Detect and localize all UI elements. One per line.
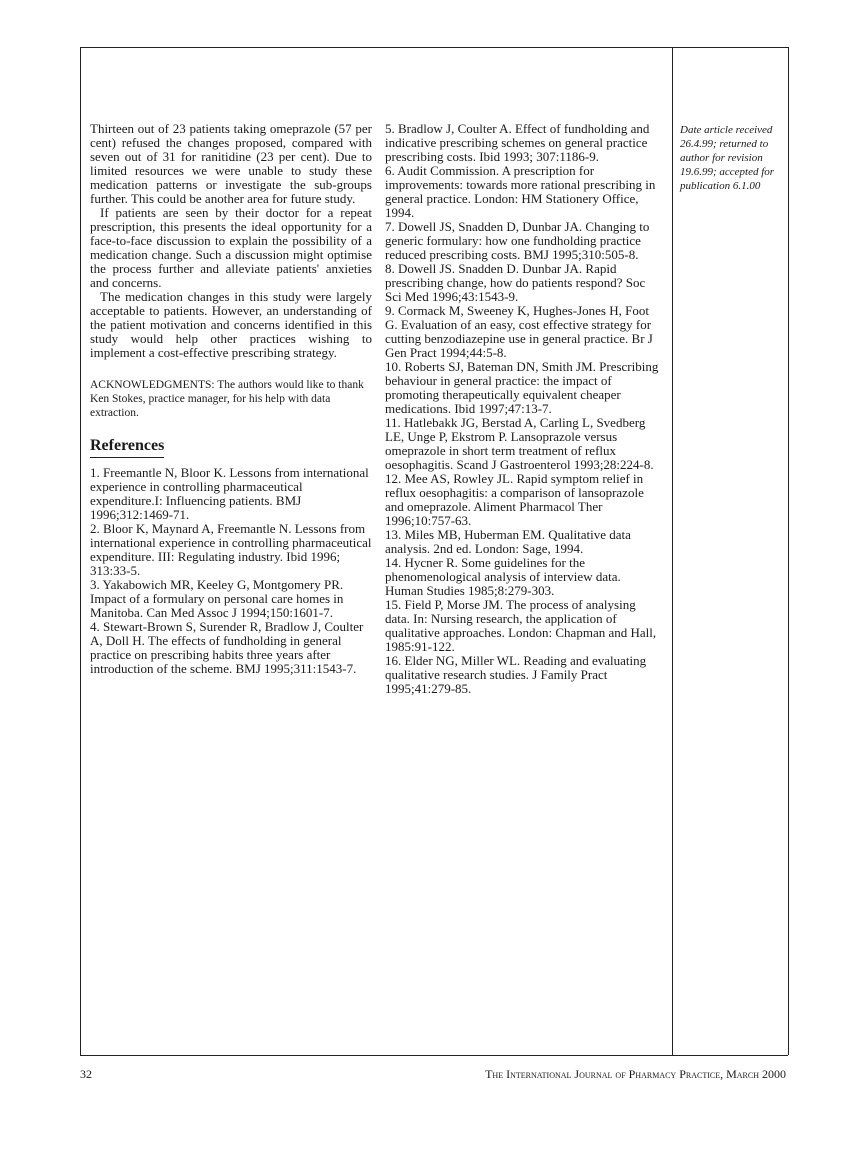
page-number: 32 [80, 1067, 92, 1081]
acknowledgments: ACKNOWLEDGMENTS: The authors would like to thank Ken Stokes, practice manager, for his help with data extraction. [90, 379, 364, 419]
reference-item: 4. Stewart-Brown S, Surender R, Bradlow J, Coulter A, Doll H. The effects of fundholding in general practice on prescribing habits three years after introduction of the scheme. BMJ 1995;311:1543-7. [90, 619, 364, 676]
body-paragraph: The medication changes in this study were largely acceptable to patients. However, an understanding of the patient motivation and concerns identified in this study would help other practices wishing to implement a cost-effective prescribing strategy. [90, 289, 372, 360]
references-list-left [90, 466, 372, 676]
body-paragraph: If patients are seen by their doctor for a repeat prescription, this presents the ideal opportunity for a face-to-face discussion to explain the possibility of a medication change. Such a discussion might optimise the process further and alleviate patients' anxieties and concerns. [90, 205, 372, 290]
reference-item: 6. Audit Commission. A prescription for improvements: towards more rational prescribing in general practice. London: HM Stationery Office, 1994. [385, 163, 656, 220]
reference-item: 1. Freemantle N, Bloor K. Lessons from international experience in controlling pharmaceutical expenditure.I: Influencing patients. BMJ 1996;312:1469-71. [90, 465, 369, 522]
page-frame-bottom-rule [80, 1055, 788, 1056]
reference-item: 12. Mee AS, Rowley JL. Rapid symptom relief in reflux oesophagitis: a comparison of lansoprazole and omeprazole. Aliment Pharmacol Ther 1996;10:757-63. [385, 471, 644, 528]
reference-item: 14. Hycner R. Some guidelines for the phenomenological analysis of interview data. Human Studies 1985;8:279-303. [385, 555, 621, 598]
reference-item: 13. Miles MB, Huberman EM. Qualitative data analysis. 2nd ed. London: Sage, 1994. [385, 527, 631, 556]
reference-item: 15. Field P, Morse JM. The process of analysing data. In: Nursing research, the application of qualitative approaches. London: Chapman and Hall, 1985:91-122. [385, 597, 657, 654]
reference-item: 9. Cormack M, Sweeney K, Hughes-Jones H, Foot G. Evaluation of an easy, cost effective strategy for cutting benzodiazepine use in general practice. Br J Gen Pract 1994;44:5-8. [385, 303, 653, 360]
reference-item: 7. Dowell JS, Snadden D, Dunbar JA. Changing to generic formulary: how one fundholding practice reduced prescribing costs. BMJ 1995;310:505-8. [385, 219, 650, 262]
margin-note: Date article received 26.4.99; returned to author for revision 19.6.99; accepted for publication 6.1.00 [680, 124, 775, 192]
running-footer: The International Journal of Pharmacy Practice, March 2000 [485, 1067, 786, 1081]
references-list-middle [385, 122, 662, 696]
reference-item: 3. Yakabowich MR, Keeley G, Montgomery PR. Impact of a formulary on personal care homes in Manitoba. Can Med Assoc J 1994;150:1601-7. [90, 577, 344, 620]
left-column [90, 122, 372, 676]
page-frame-top-rule [80, 47, 788, 48]
page-frame-right-rule [788, 47, 789, 1055]
page-frame-left-rule [80, 47, 81, 1055]
reference-item: 10. Roberts SJ, Bateman DN, Smith JM. Prescribing behaviour in general practice: the impact of promoting therapeutically equivalent cheaper medications. Ibid 1997;47:13-7. [385, 359, 659, 416]
middle-column [385, 122, 662, 696]
reference-item: 2. Bloor K, Maynard A, Freemantle N. Lessons from international experience in controlling pharmaceutical expenditure. III: Regulating industry. Ibid 1996; 313:33-5. [90, 521, 372, 578]
reference-item: 8. Dowell JS. Snadden D. Dunbar JA. Rapid prescribing change, how do patients respond? Soc Sci Med 1996;43:1543-9. [385, 261, 646, 304]
references-heading: References [90, 437, 164, 458]
reference-item: 16. Elder NG, Miller WL. Reading and evaluating qualitative research studies. J Family Pract 1995;41:279-85. [385, 653, 647, 696]
reference-item: 11. Hatlebakk JG, Berstad A, Carling L, Svedberg LE, Unge P, Ekstrom P. Lansoprazole versus omeprazole in short term treatment of reflux oesophagitis. Scand J Gastroenterol 1993;28:224-8. [385, 415, 654, 472]
reference-item: 5. Bradlow J, Coulter A. Effect of fundholding and indicative prescribing schemes on general practice prescribing costs. Ibid 1993; 307:1186-9. [385, 121, 650, 164]
body-paragraph: Thirteen out of 23 patients taking omeprazole (57 per cent) refused the changes proposed, compared with seven out of 31 for ranitidine (23 per cent). Due to limited resources we were unable to study these medication patterns or investigate the sub-groups further. This could be another area for future study. [90, 121, 372, 206]
margin-column-divider [672, 47, 673, 1055]
